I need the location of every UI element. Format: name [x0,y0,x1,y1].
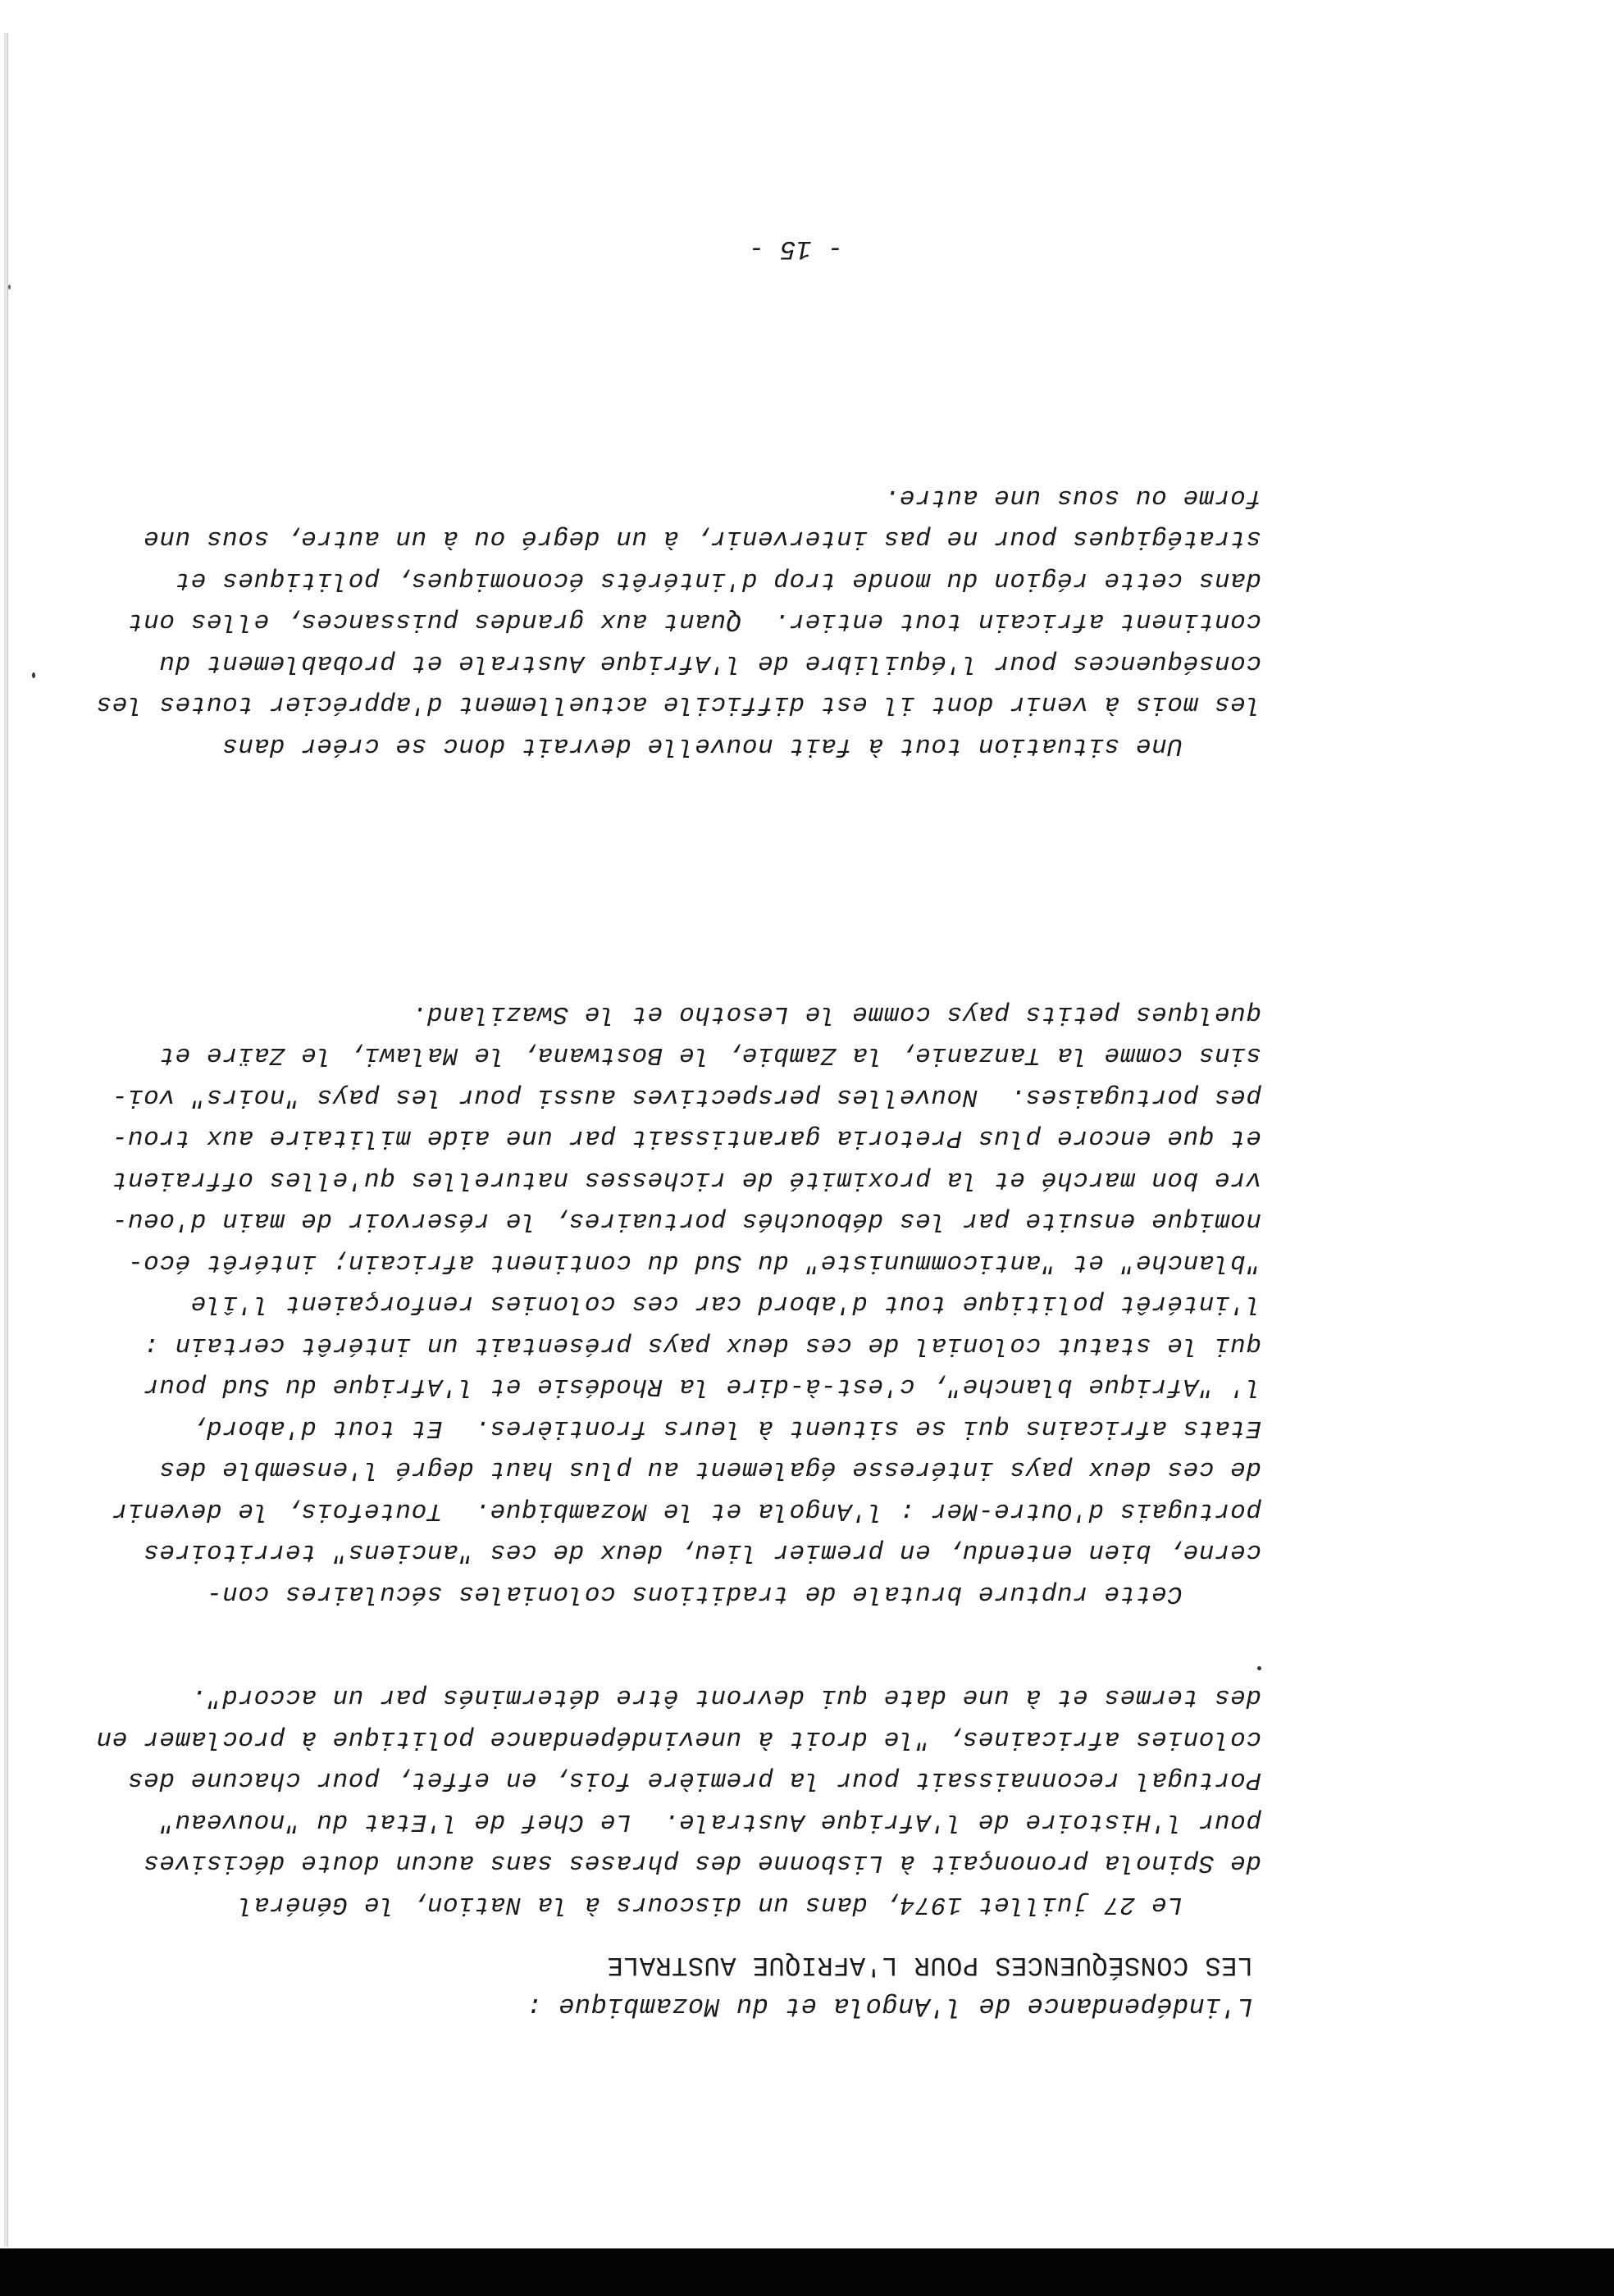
paragraph-3 [95,476,1261,767]
paragraph-line: "blanche" et "anticommuniste" du Sud du continent africain; intérêt éco- [127,1248,1261,1277]
paragraph-line: forme ou sous une autre. [883,483,1261,512]
scanner-edge-band [0,2248,1614,2296]
paragraph-line: colonies africaines, "le droit à unevindépendance politique à proclamer en [95,1724,1261,1753]
paragraph-line: quelques petits pays comme le Lesotho et le Swaziland. [411,1000,1261,1028]
paragraph-line: cerne, bien entendu, en premier lieu, deux de ces "anciens" territoires [143,1538,1261,1567]
paragraph-line: pour l'Histoire de l'Afrique Australe. Le Chef de l'Etat du "nouveau" [158,1807,1261,1836]
paragraph-line: des termes et à une date qui devront être déterminés par un accord". [190,1683,1261,1712]
paragraph-line: portugais d'Outre-Mer : l'Angola et le Mozambique. Toutefois, le devenir [112,1496,1261,1525]
ink-speck [8,285,11,289]
paragraph-line: Une situation tout à fait nouvelle devrait donc se créer dans [221,731,1261,760]
paragraph-line: vre bon marché et la proximité de richesses naturelles qu'elles offraient [112,1165,1261,1194]
paragraph-line: sins comme la Tanzanie, la Zambie, le Bostwana, le Malawi, le Zaïre et [158,1041,1261,1070]
paragraph-line: de ces deux pays intéresse également au plus haut degré l'ensemble des [158,1455,1261,1484]
paragraph-line: et que encore plus Pretoria garantissait par une aide militaire aux trou- [112,1123,1261,1153]
paragraph-line: stratégiques pour ne pas intervenir, à un degré ou à un autre, sous une [143,524,1261,554]
margin-line [7,33,8,2247]
paragraph-line: les mois à venir dont il est difficile actuellement d'apprécier toutes les [95,690,1261,719]
document-heading-line1: L'indépendance de l'Angola et du Mozambique : [526,1991,1253,2021]
paragraph-line: continent africain tout entier. Quant aux grandes puissances, elles ont [127,607,1261,636]
paragraph-2 [112,993,1261,1615]
paragraph-line: Le 27 juillet 1974, dans un discours à la Nation, le Général [237,1890,1261,1919]
paragraph-line: nomique ensuite par les débouchés portuaires, le réservoir de main d'oeu- [112,1206,1261,1236]
paragraph-line: de Spinola prononçait à Lisbonne des phrases sans aucun doute décisives [143,1848,1261,1878]
ink-speck [32,672,35,678]
ink-speck [1257,1666,1261,1670]
paragraph-line: Etats africains qui se situent à leurs frontières. Et tout d'abord, [190,1414,1261,1442]
paragraph-line: qui le statut colonial de ces deux pays présentait un intérêt certain : [143,1331,1261,1360]
paragraph-line: Cette rupture brutale de traditions coloniales séculaires con- [206,1579,1261,1608]
document-heading-line2: LES CONSÉQUENCES POUR L'AFRIQUE AUSTRALE [606,1950,1253,1980]
paragraph-line: l'intérêt politique tout d'abord car ces colonies renforçaient l'île [190,1289,1261,1319]
paragraph-1 [95,1676,1261,1925]
paragraph-line: dans cette région du monde trop d'intérêts économiques, politiques et [174,566,1261,594]
page-number: - 15 - [748,234,843,264]
paragraph-line: conséquences pour l'équilibre de l'Afrique Australe et probablement du [158,649,1261,677]
paragraph-line: Portugal reconnaissait pour la première fois, en effet, pour chacune des [127,1765,1261,1795]
margin-line [4,33,6,2247]
paragraph-line: l' "Afrique blanche", c'est-à-dire la Rhodésie et l'Afrique du Sud pour [143,1372,1261,1401]
paragraph-line: pes portugaises. Nouvelles perspectives aussi pour les pays "noirs" voi- [112,1082,1261,1111]
